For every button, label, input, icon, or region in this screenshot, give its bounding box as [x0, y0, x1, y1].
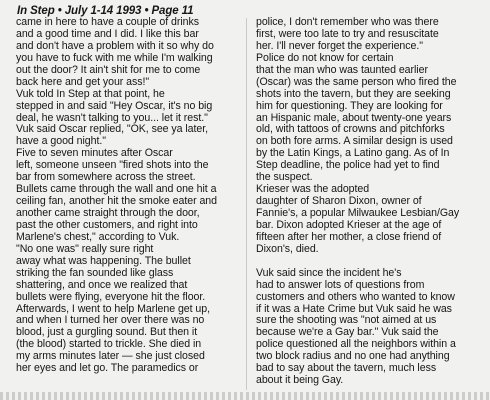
text-line: two block radius and no one had anything: [256, 350, 450, 363]
text-line: Afterwards, I went to help Marlene get up,: [16, 302, 210, 315]
column-divider: [246, 18, 247, 390]
text-line: Fannie's, a popular Milwaukee Lesbian/Gay: [256, 207, 460, 219]
text-line: daughter of Sharon Dixon, owner of: [256, 195, 422, 208]
text-line: had to answer lots of questions from: [256, 278, 425, 291]
text-line: [256, 256, 478, 268]
text-line: shattering, and once we realized that: [16, 278, 188, 291]
page-header: In Step • July 1-14 1993 • Page 11: [17, 5, 194, 17]
article-column-left: [16, 17, 234, 375]
text-line: bar from somewhere across the street.: [16, 171, 196, 184]
text-line: another came straight through the door,: [16, 207, 200, 219]
text-line: (the blood) started to trickle. She died in: [16, 338, 202, 351]
text-line: old, with tattoos of crowns and pitchforks: [256, 123, 445, 136]
text-line: customers and others who wanted to know: [256, 290, 455, 303]
text-line: bad to say about the tavern, much less: [256, 362, 437, 375]
text-line: fifteen after her mother, a close friend of: [256, 230, 442, 243]
text-line: have a good night.": [16, 135, 106, 148]
text-line: Step deadline, the police had yet to find: [256, 159, 440, 172]
text-line: left, someone unseen "fired shots into the: [16, 159, 209, 172]
text-line: Vuk said Oscar replied, "OK, see ya later,: [16, 123, 209, 136]
text-line: Krieser was the adopted: [256, 183, 370, 196]
text-line: past the other customers, and right into: [16, 218, 198, 231]
text-line: you have to fuck with me while I'm walking: [16, 51, 213, 64]
text-line: (Oscar) was the same person who fired the: [256, 75, 457, 88]
text-line: Marlene's chest," according to Vuk.: [16, 230, 180, 243]
text-line: back here and get your ass!": [16, 75, 150, 88]
text-line: her eyes and let go. The paramedics or: [16, 362, 199, 375]
text-line: "No one was" really sure right: [16, 242, 154, 255]
text-line: and when I turned her over there was no: [16, 314, 205, 327]
text-line: on both fore arms. A similar design is used: [256, 135, 453, 148]
text-line: Five to seven minutes after Oscar: [16, 147, 173, 160]
text-line: police, I don't remember who was there: [256, 16, 439, 28]
page-bottom-edge: [0, 392, 490, 400]
text-line: an Hispanic male, about twenty-one years: [256, 111, 452, 124]
text-line: deal, he wasn't talking to you... let it rest.": [16, 111, 208, 124]
text-line: police questioned all the neighbors within a: [256, 338, 456, 351]
text-line: that the man who was taunted earlier: [256, 63, 428, 76]
text-line: out the door? It ain't shit for me to come: [16, 63, 201, 76]
text-line: because we're a Gay bar." Vuk said the: [256, 326, 439, 339]
text-line: my arms minutes later — she just closed: [16, 350, 205, 363]
text-line: bar. Dixon adopted Krieser at the age of: [256, 218, 442, 231]
text-line: came in here to have a couple of drinks: [16, 16, 199, 28]
text-line: stepped in and said "Hey Oscar, it's no big: [16, 99, 213, 112]
text-line: him for questioning. They are looking for: [256, 99, 443, 112]
text-line: striking the fan sounded like glass: [16, 266, 174, 279]
text-line: Vuk told In Step at that point, he: [16, 87, 165, 100]
text-line: away what was happening. The bullet: [16, 254, 191, 267]
text-line: by the Latin Kings, a Latino gang. As of In: [256, 147, 450, 160]
article-column-right: [256, 17, 478, 387]
text-line: ceiling fan, another hit the smoke eater and: [16, 195, 217, 208]
text-line: Dixon's, died.: [256, 242, 319, 255]
text-line: Bullets came through the wall and one hit a: [16, 183, 217, 196]
text-line: sure the shooting was "not aimed at us: [256, 314, 437, 327]
text-line: first, were too late to try and resuscitate: [256, 27, 439, 40]
text-line: her. I'll never forget the experience.": [256, 39, 423, 52]
text-line: and a good time and I did. I like this bar: [16, 27, 199, 40]
text-line: bullets were flying, everyone hit the floor.: [16, 290, 206, 303]
text-line: shots into the tavern, but they are seeking: [256, 87, 451, 100]
text-line: the suspect.: [256, 171, 313, 184]
text-line: blood, just a gurgling sound. But then it: [16, 326, 198, 339]
text-line: Vuk said since the incident he's: [256, 266, 402, 279]
text-line: and don't have a problem with it so why do: [16, 39, 214, 52]
text-line: Police do not know for certain: [256, 51, 394, 64]
text-line: about it being Gay.: [256, 374, 344, 387]
text-line: if it was a Hate Crime but Vuk said he was: [256, 302, 452, 315]
